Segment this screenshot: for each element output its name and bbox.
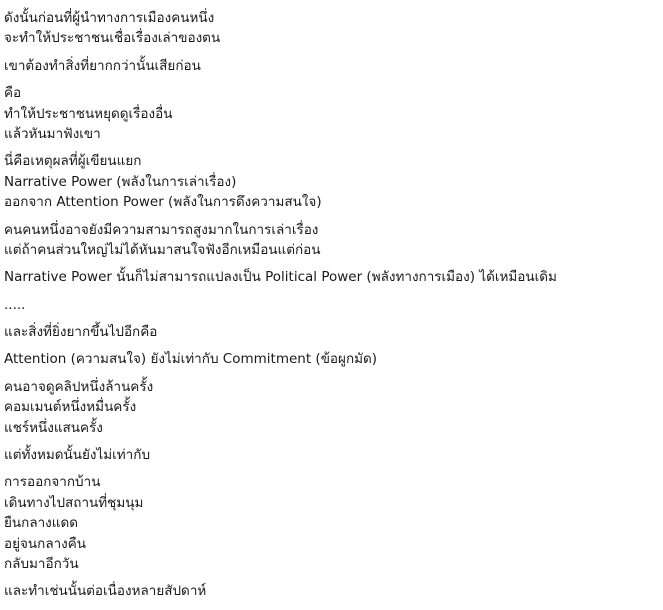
text-line: คนคนหนึ่งอาจยังมีความสามารถสูงมากในการเล่าเรื่อง bbox=[4, 221, 319, 238]
text-line: นี่คือเหตุผลที่ผู้เขียนแยก bbox=[4, 153, 142, 170]
paragraph bbox=[4, 267, 663, 287]
text-line: แชร์หนึ่งแสนครั้ง bbox=[4, 419, 103, 436]
text-line: เขาต้องทำสิ่งที่ยากกว่านั้นเสียก่อน bbox=[4, 57, 201, 74]
text-line: แล้วหันมาฟังเขา bbox=[4, 125, 101, 142]
text-line: และทำเช่นนั้นต่อเนื่องหลายสัปดาห์ bbox=[4, 583, 207, 600]
text-line: คนอาจดูคลิปหนึ่งล้านครั้ง bbox=[4, 378, 154, 395]
text-line: คอมเมนต์หนึ่งหมื่นครั้ง bbox=[4, 399, 137, 416]
paragraph bbox=[4, 322, 663, 342]
paragraph bbox=[4, 377, 663, 438]
text-line: ดังนั้นก่อนที่ผู้นำทางการเมืองคนหนึ่ง bbox=[4, 10, 215, 26]
text-line: แต่ทั้งหมดนั้นยังไม่เท่ากับ bbox=[4, 447, 151, 464]
paragraph bbox=[4, 349, 663, 369]
paragraph bbox=[4, 581, 663, 601]
text-line: เดินทางไปสถานที่ชุมนุม bbox=[4, 494, 144, 511]
paragraph bbox=[4, 220, 663, 261]
text-line: ออกจาก Attention Power (พลังในการดึงความสนใจ) bbox=[4, 194, 322, 211]
text-line: Attention (ความสนใจ) ยังไม่เท่ากับ Commitment (ข้อผูกมัด) bbox=[4, 351, 378, 368]
text-line: ยืนกลางแดด bbox=[4, 515, 78, 532]
text-line: คือ bbox=[4, 85, 22, 102]
text-line: ทำให้ประชาชนหยุดดูเรื่องอื่น bbox=[4, 105, 173, 122]
text-line: แต่ถ้าคนส่วนใหญ่ไม่ได้หันมาสนใจฟังอีกเหมือนแต่ก่อน bbox=[4, 241, 321, 258]
text-line: และสิ่งที่ยิ่งยากขึ้นไปอีกคือ bbox=[4, 324, 158, 341]
text-line: การออกจากบ้าน bbox=[4, 474, 101, 491]
paragraph bbox=[4, 83, 663, 144]
text-line: จะทำให้ประชาชนเชื่อเรื่องเล่าของตน bbox=[4, 30, 221, 47]
ellipsis-separator: ..... bbox=[4, 296, 26, 313]
text-line: Narrative Power นั้นก็ไม่สามารถแปลงเป็น Political Power (พลังทางการเมือง) ได้เหมือนเดิม bbox=[4, 269, 557, 286]
paragraph bbox=[4, 8, 663, 49]
text-line: อยู่จนกลางคืน bbox=[4, 535, 87, 552]
text-line: Narrative Power (พลังในการเล่าเรื่อง) bbox=[4, 173, 237, 190]
paragraph bbox=[4, 472, 663, 574]
paragraph bbox=[4, 56, 663, 76]
text-line: กลับมาอีกวัน bbox=[4, 555, 79, 572]
paragraph bbox=[4, 295, 663, 315]
paragraph bbox=[4, 151, 663, 212]
paragraph bbox=[4, 445, 663, 465]
